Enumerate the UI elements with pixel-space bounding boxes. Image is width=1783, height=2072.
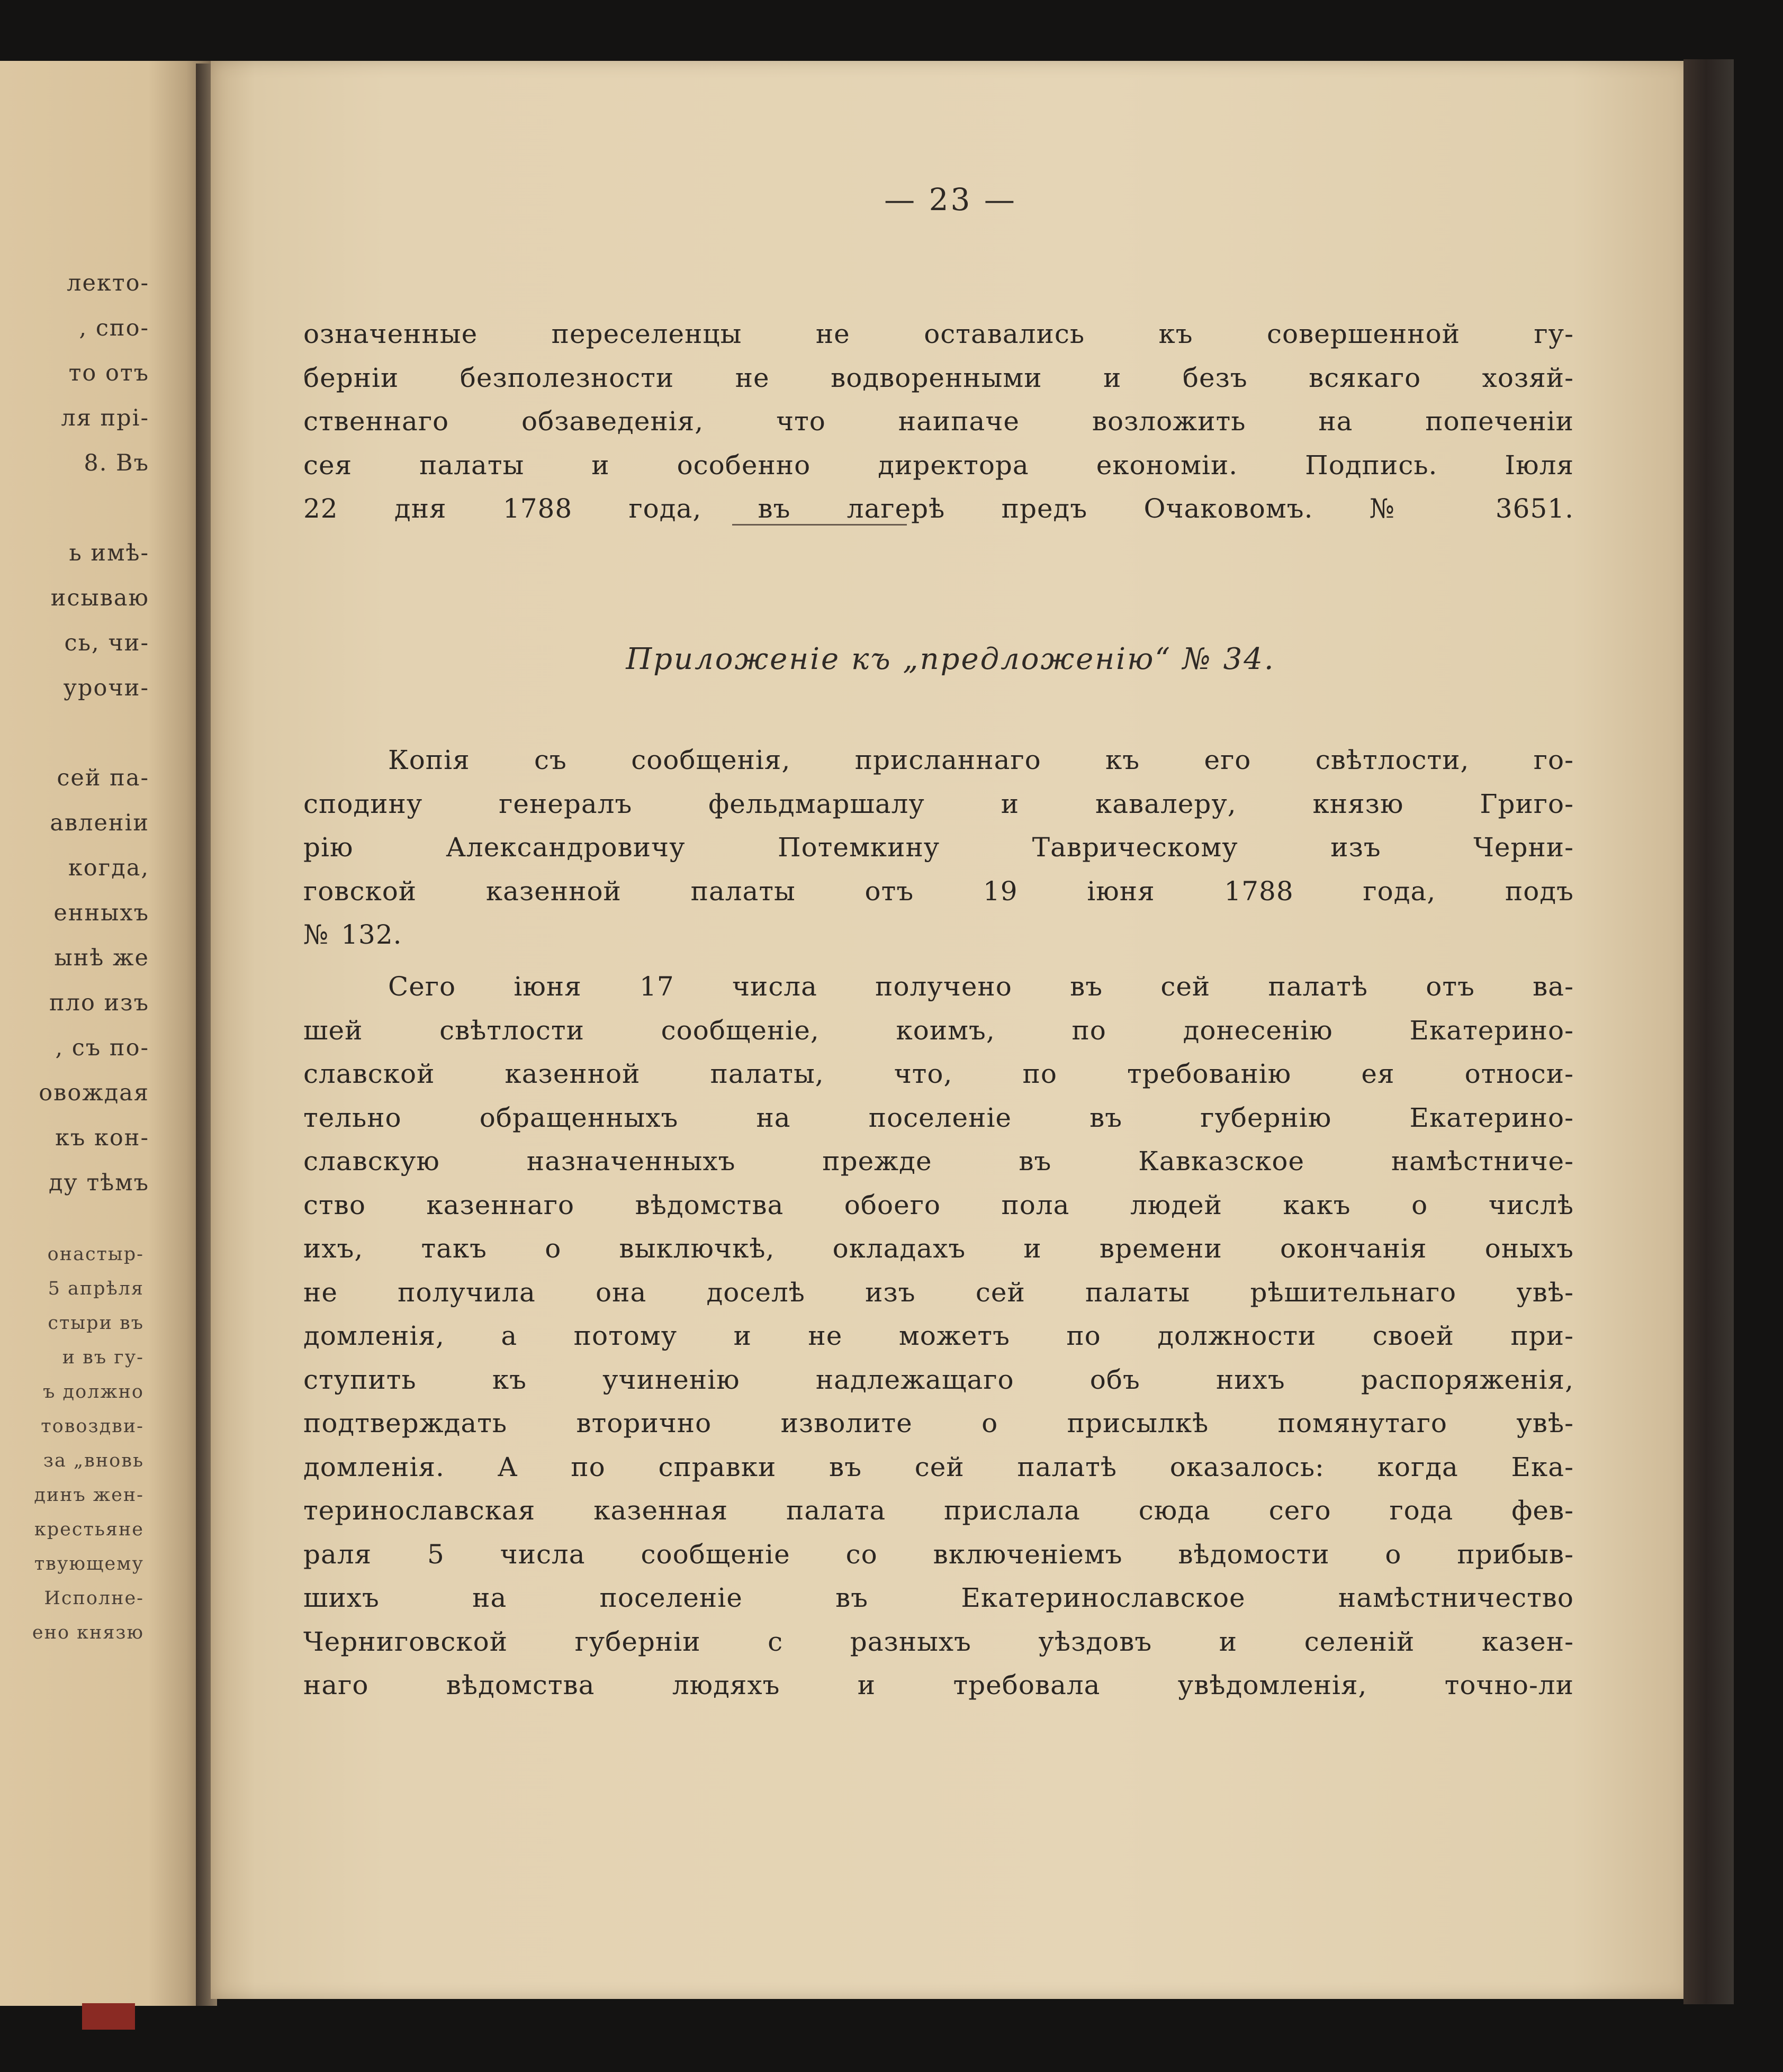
- left-page-footnote-line: товоздви-: [41, 1416, 144, 1437]
- left-page-line: 8. Въ: [84, 450, 149, 476]
- paragraph-body: [303, 965, 1574, 1707]
- left-page-footnote-line: 5 апрѣля: [48, 1278, 144, 1299]
- left-page-footnote-line: и въ гу-: [62, 1347, 144, 1368]
- text-line: славскую назначенныхъ прежде въ Кавказское намѣстниче-: [303, 1146, 1574, 1177]
- text-line: говской казенной палаты отъ 19 іюня 1788 года, подъ: [303, 875, 1574, 907]
- left-page-line: то отъ: [68, 360, 149, 386]
- left-page-line: пло изъ: [49, 990, 149, 1016]
- text-line: домленія. А по справки въ сей палатѣ оказалось: когда Ека-: [303, 1451, 1574, 1482]
- left-page-line: ь имѣ-: [69, 540, 149, 566]
- text-line: 22 дня 1788 года, въ лагерѣ предъ Очаковомъ. № 3651.: [303, 493, 1574, 524]
- left-page-line: лекто-: [67, 270, 149, 296]
- text-line: не получила она доселѣ изъ сей палаты рѣшительнаго увѣ-: [303, 1277, 1574, 1308]
- left-page-footnote-line: динъ жен-: [34, 1485, 144, 1506]
- left-page-line: авленіи: [50, 810, 149, 836]
- text-line: рію Александровичу Потемкину Таврическому изъ Черни-: [303, 832, 1574, 863]
- left-page-line: исываю: [50, 585, 149, 611]
- book-page-edge: [1683, 59, 1734, 2004]
- text-line: № 132.: [303, 919, 402, 950]
- left-page-line: къ кон-: [55, 1125, 149, 1151]
- text-line: ступить къ учиненію надлежащаго объ нихъ распоряженія,: [303, 1364, 1574, 1395]
- text-line: раля 5 числа сообщеніе со включеніемъ вѣдомости о прибыв-: [303, 1539, 1574, 1570]
- text-line: шихъ на поселеніе въ Екатеринославское намѣстничество: [303, 1582, 1574, 1613]
- text-line: сподину генералъ фельдмаршалу и кавалеру, князю Григо-: [303, 788, 1574, 819]
- left-page-line: енныхъ: [53, 900, 149, 926]
- text-line: шей свѣтлости сообщеніе, коимъ, по донесенію Екатерино-: [303, 1015, 1574, 1046]
- left-page-line: , съ по-: [55, 1035, 149, 1061]
- left-page-footnote-line: крестьяне: [34, 1519, 144, 1540]
- text-line: теринославская казенная палата прислала сюда сего года фев-: [303, 1495, 1574, 1526]
- text-line: тельно обращенныхъ на поселеніе въ губернію Екатерино-: [303, 1102, 1574, 1133]
- text-line: означенные переселенцы не оставались къ совершенной гу-: [303, 319, 1574, 349]
- left-page-line: сей па-: [57, 765, 149, 791]
- text-line: наго вѣдомства людяхъ и требовала увѣдомленія, точно-ли: [303, 1670, 1574, 1700]
- left-page-line: овождая: [39, 1080, 149, 1106]
- left-page-footnote-line: Исполне-: [44, 1588, 144, 1609]
- text-line: Черниговской губерніи с разныхъ уѣздовъ и селеній казен-: [303, 1626, 1574, 1657]
- left-page-footnote-line: ено князю: [32, 1622, 144, 1643]
- left-page-footnote-line: за „вновь: [43, 1450, 144, 1471]
- text-line: ство казеннаго вѣдомства обоего пола людей какъ о числѣ: [303, 1189, 1574, 1220]
- text-line: сея палаты и особенно директора економіи. Подпись. Іюля: [303, 449, 1574, 481]
- left-page-line: ля прі-: [61, 405, 149, 431]
- left-page-line: когда,: [68, 855, 149, 881]
- text-line: Копія съ сообщенія, присланнаго къ его свѣтлости, го-: [388, 745, 1574, 775]
- left-page-line: урочи-: [63, 675, 149, 701]
- section-divider: [732, 524, 907, 526]
- left-page-footnote-line: твующему: [34, 1553, 144, 1575]
- page-number: — 23 —: [884, 182, 1017, 218]
- left-page: [0, 61, 212, 2006]
- text-line: Сего іюня 17 числа получено въ сей палатѣ отъ ва-: [388, 971, 1574, 1002]
- red-bookmark-tab: [82, 2003, 135, 2030]
- right-page: [211, 61, 1690, 1999]
- left-page-line: сь, чи-: [64, 630, 149, 656]
- left-page-footnote-line: стыри въ: [48, 1313, 144, 1334]
- text-line: домленія, а потому и не можетъ по должности своей при-: [303, 1320, 1574, 1351]
- left-page-footnote-line: ъ должно: [43, 1381, 144, 1403]
- text-line: подтверждать вторично изволите о присылкѣ помянутаго увѣ-: [303, 1408, 1574, 1438]
- appendix-heading: Приложеніе къ „предложенію“ № 34.: [626, 642, 1275, 676]
- top-paragraph: [303, 312, 1574, 531]
- left-page-footnote-line: онастыр-: [47, 1244, 144, 1265]
- left-page-line: , спо-: [79, 315, 149, 341]
- left-page-line: ынѣ же: [54, 945, 149, 971]
- text-line: ственнаго обзаведенія, что наипаче возложить на попеченіи: [303, 406, 1574, 437]
- text-line: славской казенной палаты, что, по требованію ея относи-: [303, 1058, 1574, 1089]
- left-page-line: ду тѣмъ: [49, 1170, 149, 1196]
- text-line: ихъ, такъ о выключкѣ, окладахъ и времени окончанія оныхъ: [303, 1233, 1574, 1264]
- paragraph-copy-header: [303, 738, 1574, 957]
- text-line: берніи безполезности не водворенными и безъ всякаго хозяй-: [303, 362, 1574, 393]
